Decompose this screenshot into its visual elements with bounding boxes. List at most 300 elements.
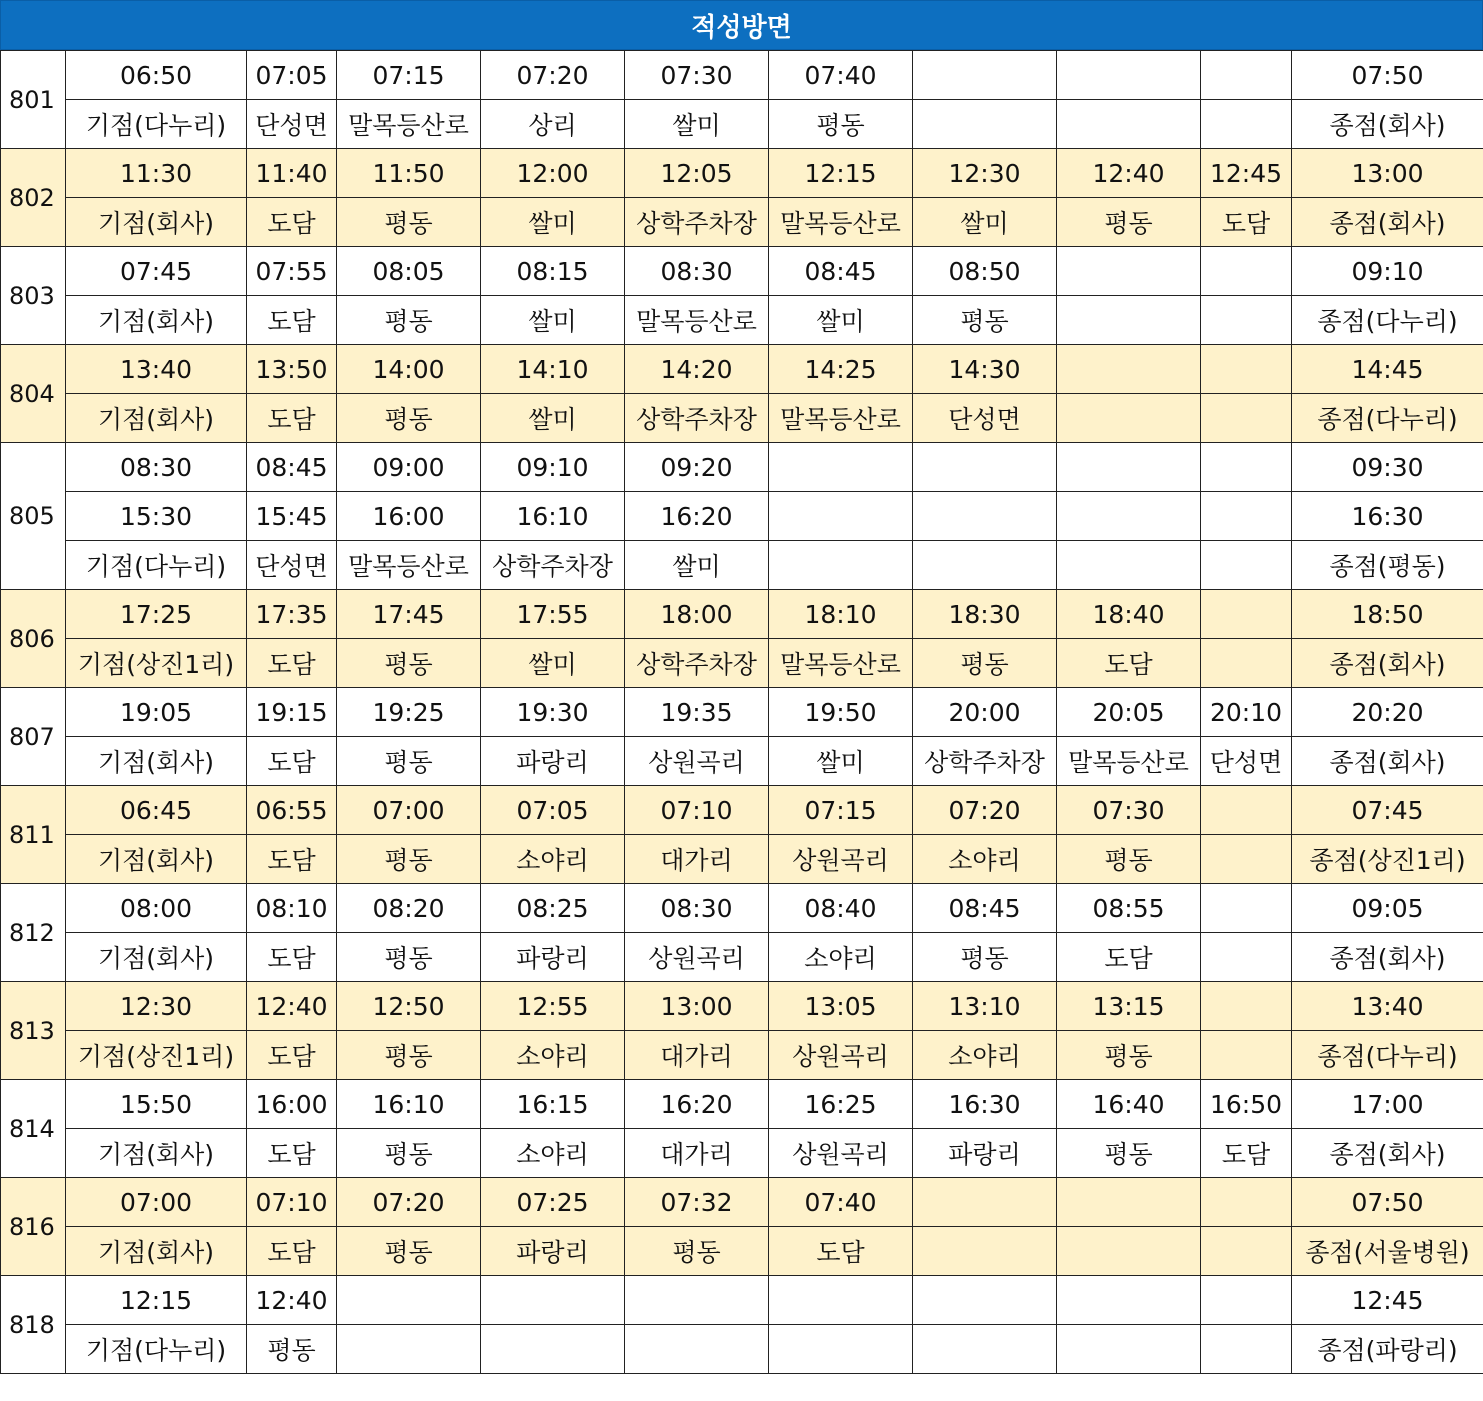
stop-cell: [1057, 394, 1201, 443]
time-cell: 08:20: [337, 884, 481, 933]
time-row: [1, 51, 1483, 100]
stop-cell: 평동: [337, 639, 481, 688]
stop-cell: 도담: [1057, 933, 1201, 982]
time-cell: 18:30: [913, 590, 1057, 639]
time-cell: 11:40: [247, 149, 337, 198]
stop-cell: 말목등산로: [769, 198, 913, 247]
stop-cell: 말목등산로: [337, 541, 481, 590]
stop-cell: [1057, 1325, 1201, 1374]
stop-cell: [1201, 1031, 1292, 1080]
time-cell: 12:50: [337, 982, 481, 1031]
time-row: [1, 247, 1483, 296]
time-row: [1, 1276, 1483, 1325]
route-number: 805: [1, 443, 66, 590]
stop-cell: 평동: [1057, 835, 1201, 884]
time-cell: 13:00: [1292, 149, 1483, 198]
time-cell: 17:00: [1292, 1080, 1483, 1129]
stop-cell: [1201, 835, 1292, 884]
time-cell: 14:30: [913, 345, 1057, 394]
time-cell: 14:00: [337, 345, 481, 394]
time-cell: 14:25: [769, 345, 913, 394]
stop-row: [1, 394, 1483, 443]
stop-cell: 평동: [337, 1129, 481, 1178]
stop-cell: 대가리: [625, 835, 769, 884]
stop-cell: 평동: [337, 835, 481, 884]
stop-cell: 상원곡리: [769, 1129, 913, 1178]
stop-cell: 파랑리: [481, 737, 625, 786]
time-cell: [1201, 443, 1292, 492]
stop-cell: 도담: [247, 1031, 337, 1080]
stop-cell: 말목등산로: [769, 394, 913, 443]
time-cell: 16:15: [481, 1080, 625, 1129]
time-cell: 16:10: [481, 492, 625, 541]
time-cell: 19:35: [625, 688, 769, 737]
time-cell: 12:40: [247, 982, 337, 1031]
stop-cell: [625, 1325, 769, 1374]
time-cell: 07:25: [481, 1178, 625, 1227]
stop-row: [1, 639, 1483, 688]
time-cell: 16:10: [337, 1080, 481, 1129]
stop-cell: 단성면: [913, 394, 1057, 443]
route-number: 814: [1, 1080, 66, 1178]
time-cell: 14:45: [1292, 345, 1483, 394]
time-cell: 12:15: [769, 149, 913, 198]
stop-cell: 소야리: [481, 1031, 625, 1080]
stop-row: [1, 1129, 1483, 1178]
time-cell: 07:50: [1292, 1178, 1483, 1227]
time-cell: [1201, 590, 1292, 639]
stop-cell: 도담: [247, 1227, 337, 1276]
stop-cell: 쌀미: [625, 100, 769, 149]
time-cell: 17:55: [481, 590, 625, 639]
route-number: 813: [1, 982, 66, 1080]
stop-cell: 평동: [337, 933, 481, 982]
time-cell: [1057, 345, 1201, 394]
time-cell: 13:00: [625, 982, 769, 1031]
route-number: 807: [1, 688, 66, 786]
time-cell: 18:00: [625, 590, 769, 639]
stop-cell: 도담: [247, 933, 337, 982]
stop-cell: 기점(회사): [66, 737, 247, 786]
stop-cell: 평동: [337, 1227, 481, 1276]
stop-cell: [1201, 541, 1292, 590]
time-row: [1, 345, 1483, 394]
time-cell: 08:15: [481, 247, 625, 296]
time-cell: [913, 492, 1057, 541]
stop-cell: 쌀미: [481, 198, 625, 247]
time-cell: 14:20: [625, 345, 769, 394]
time-cell: 20:10: [1201, 688, 1292, 737]
direction-header: 적성방면: [0, 0, 1483, 50]
stop-cell: 도담: [247, 296, 337, 345]
stop-cell: [1201, 296, 1292, 345]
stop-cell: 쌀미: [481, 394, 625, 443]
stop-cell: 대가리: [625, 1031, 769, 1080]
stop-row: [1, 1325, 1483, 1374]
timetable: [0, 50, 1483, 1374]
stop-cell: 말목등산로: [337, 100, 481, 149]
stop-cell: [1201, 100, 1292, 149]
stop-cell: 상학주차장: [913, 737, 1057, 786]
time-cell: 16:30: [913, 1080, 1057, 1129]
time-row: [1, 884, 1483, 933]
time-cell: 13:50: [247, 345, 337, 394]
stop-cell: 도담: [769, 1227, 913, 1276]
time-cell: 08:25: [481, 884, 625, 933]
time-cell: 06:55: [247, 786, 337, 835]
stop-cell: 소야리: [769, 933, 913, 982]
stop-cell: [1201, 394, 1292, 443]
time-cell: 12:45: [1292, 1276, 1483, 1325]
time-cell: 06:45: [66, 786, 247, 835]
time-cell: [1201, 982, 1292, 1031]
route-number: 802: [1, 149, 66, 247]
time-cell: 07:15: [337, 51, 481, 100]
stop-cell: 종점(다누리): [1292, 394, 1483, 443]
stop-cell: 도담: [247, 835, 337, 884]
stop-cell: 종점(회사): [1292, 198, 1483, 247]
stop-cell: 기점(회사): [66, 1129, 247, 1178]
stop-cell: 기점(다누리): [66, 541, 247, 590]
route-number: 811: [1, 786, 66, 884]
stop-cell: 쌀미: [625, 541, 769, 590]
stop-cell: [913, 1227, 1057, 1276]
stop-row: [1, 296, 1483, 345]
time-row: [1, 688, 1483, 737]
time-cell: [769, 492, 913, 541]
stop-cell: 말목등산로: [769, 639, 913, 688]
time-cell: 12:40: [1057, 149, 1201, 198]
stop-cell: 단성면: [1201, 737, 1292, 786]
time-cell: 20:20: [1292, 688, 1483, 737]
time-cell: 08:55: [1057, 884, 1201, 933]
stop-cell: 종점(평동): [1292, 541, 1483, 590]
time-cell: 07:00: [337, 786, 481, 835]
stop-cell: 종점(서울병원): [1292, 1227, 1483, 1276]
route-number: 804: [1, 345, 66, 443]
stop-cell: 단성면: [247, 100, 337, 149]
stop-cell: 평동: [913, 933, 1057, 982]
stop-cell: 파랑리: [481, 933, 625, 982]
stop-cell: 도담: [1201, 198, 1292, 247]
time-cell: 08:45: [247, 443, 337, 492]
stop-cell: 기점(회사): [66, 198, 247, 247]
time-cell: [1201, 51, 1292, 100]
time-cell: 11:50: [337, 149, 481, 198]
time-row: [1, 492, 1483, 541]
stop-cell: 종점(회사): [1292, 933, 1483, 982]
stop-cell: 파랑리: [913, 1129, 1057, 1178]
time-cell: 16:30: [1292, 492, 1483, 541]
time-cell: [769, 1276, 913, 1325]
time-cell: 07:00: [66, 1178, 247, 1227]
stop-row: [1, 100, 1483, 149]
stop-cell: 말목등산로: [1057, 737, 1201, 786]
time-cell: 08:05: [337, 247, 481, 296]
stop-cell: 상학주차장: [625, 394, 769, 443]
time-cell: 07:45: [66, 247, 247, 296]
stop-cell: 상리: [481, 100, 625, 149]
time-cell: 16:00: [337, 492, 481, 541]
route-number: 818: [1, 1276, 66, 1374]
stop-cell: 상원곡리: [625, 933, 769, 982]
stop-cell: 소야리: [481, 835, 625, 884]
stop-cell: 평동: [247, 1325, 337, 1374]
time-cell: 13:15: [1057, 982, 1201, 1031]
time-cell: 19:50: [769, 688, 913, 737]
time-cell: [1057, 51, 1201, 100]
stop-cell: 기점(회사): [66, 835, 247, 884]
stop-cell: 상학주차장: [625, 639, 769, 688]
time-cell: 12:40: [247, 1276, 337, 1325]
time-cell: 17:25: [66, 590, 247, 639]
route-number: 812: [1, 884, 66, 982]
stop-cell: 기점(상진1리): [66, 639, 247, 688]
stop-cell: [1057, 296, 1201, 345]
time-cell: [481, 1276, 625, 1325]
time-cell: 07:15: [769, 786, 913, 835]
stop-cell: [1057, 1227, 1201, 1276]
stop-cell: 도담: [247, 1129, 337, 1178]
stop-cell: 평동: [337, 737, 481, 786]
time-row: [1, 786, 1483, 835]
stop-cell: [769, 1325, 913, 1374]
time-cell: [1057, 492, 1201, 541]
stop-cell: 평동: [1057, 198, 1201, 247]
stop-cell: [481, 1325, 625, 1374]
stop-cell: 평동: [625, 1227, 769, 1276]
time-cell: 09:00: [337, 443, 481, 492]
time-cell: 12:05: [625, 149, 769, 198]
stop-cell: 평동: [913, 639, 1057, 688]
stop-cell: 쌀미: [769, 296, 913, 345]
time-cell: 07:32: [625, 1178, 769, 1227]
time-row: [1, 149, 1483, 198]
stop-cell: [1201, 1227, 1292, 1276]
time-cell: 19:05: [66, 688, 247, 737]
time-cell: 16:25: [769, 1080, 913, 1129]
stop-cell: [1201, 1325, 1292, 1374]
route-number: 803: [1, 247, 66, 345]
time-cell: 07:10: [625, 786, 769, 835]
time-cell: [625, 1276, 769, 1325]
stop-cell: 쌀미: [481, 296, 625, 345]
route-number: 806: [1, 590, 66, 688]
time-row: [1, 1080, 1483, 1129]
stop-row: [1, 1031, 1483, 1080]
stop-cell: 쌀미: [913, 198, 1057, 247]
stop-row: [1, 933, 1483, 982]
stop-cell: 기점(다누리): [66, 100, 247, 149]
time-cell: [913, 1178, 1057, 1227]
stop-cell: 종점(파랑리): [1292, 1325, 1483, 1374]
time-cell: 09:20: [625, 443, 769, 492]
time-cell: 12:55: [481, 982, 625, 1031]
time-cell: 08:40: [769, 884, 913, 933]
time-cell: 15:45: [247, 492, 337, 541]
stop-cell: [1201, 933, 1292, 982]
stop-cell: 상학주차장: [625, 198, 769, 247]
stop-row: [1, 737, 1483, 786]
stop-cell: 평동: [337, 296, 481, 345]
time-cell: [1201, 884, 1292, 933]
time-cell: 16:20: [625, 492, 769, 541]
time-cell: 07:40: [769, 51, 913, 100]
time-cell: 11:30: [66, 149, 247, 198]
time-cell: [1201, 1276, 1292, 1325]
time-cell: 17:35: [247, 590, 337, 639]
stop-cell: 기점(회사): [66, 394, 247, 443]
time-cell: 18:50: [1292, 590, 1483, 639]
time-cell: 07:05: [247, 51, 337, 100]
time-cell: 07:20: [481, 51, 625, 100]
time-cell: [1201, 492, 1292, 541]
time-cell: 07:40: [769, 1178, 913, 1227]
time-cell: [337, 1276, 481, 1325]
time-cell: 20:00: [913, 688, 1057, 737]
time-cell: 18:40: [1057, 590, 1201, 639]
time-cell: 09:10: [481, 443, 625, 492]
stop-cell: [913, 100, 1057, 149]
time-cell: 12:00: [481, 149, 625, 198]
time-row: [1, 443, 1483, 492]
time-cell: [1057, 443, 1201, 492]
stop-cell: 도담: [247, 737, 337, 786]
stop-cell: 쌀미: [769, 737, 913, 786]
stop-cell: 도담: [247, 394, 337, 443]
stop-row: [1, 541, 1483, 590]
time-cell: [913, 443, 1057, 492]
stop-cell: [337, 1325, 481, 1374]
stop-cell: 상원곡리: [769, 1031, 913, 1080]
time-cell: 08:30: [66, 443, 247, 492]
time-cell: 19:15: [247, 688, 337, 737]
time-cell: 12:30: [66, 982, 247, 1031]
time-cell: [1201, 786, 1292, 835]
stop-cell: 파랑리: [481, 1227, 625, 1276]
time-cell: 16:20: [625, 1080, 769, 1129]
time-cell: [1201, 247, 1292, 296]
stop-cell: 소야리: [913, 835, 1057, 884]
time-cell: 16:00: [247, 1080, 337, 1129]
stop-cell: 종점(회사): [1292, 639, 1483, 688]
time-cell: 07:05: [481, 786, 625, 835]
time-cell: [1057, 1276, 1201, 1325]
stop-cell: [913, 541, 1057, 590]
stop-cell: 평동: [913, 296, 1057, 345]
route-number: 801: [1, 51, 66, 149]
time-cell: 17:45: [337, 590, 481, 639]
time-cell: 15:30: [66, 492, 247, 541]
time-cell: 07:30: [1057, 786, 1201, 835]
time-cell: [769, 443, 913, 492]
time-cell: 13:05: [769, 982, 913, 1031]
time-cell: [1201, 1178, 1292, 1227]
time-cell: 07:30: [625, 51, 769, 100]
time-cell: 08:45: [913, 884, 1057, 933]
stop-cell: 도담: [1201, 1129, 1292, 1178]
stop-cell: 말목등산로: [625, 296, 769, 345]
time-cell: 14:10: [481, 345, 625, 394]
time-cell: 08:30: [625, 884, 769, 933]
stop-cell: 평동: [1057, 1031, 1201, 1080]
time-cell: [1057, 247, 1201, 296]
time-row: [1, 982, 1483, 1031]
stop-cell: 종점(다누리): [1292, 296, 1483, 345]
stop-cell: 종점(다누리): [1292, 1031, 1483, 1080]
stop-cell: 기점(회사): [66, 933, 247, 982]
stop-cell: 상원곡리: [625, 737, 769, 786]
stop-cell: 도담: [247, 198, 337, 247]
stop-cell: [1057, 100, 1201, 149]
stop-cell: 기점(다누리): [66, 1325, 247, 1374]
time-cell: [1201, 345, 1292, 394]
time-cell: 07:55: [247, 247, 337, 296]
time-cell: 19:30: [481, 688, 625, 737]
stop-cell: 소야리: [913, 1031, 1057, 1080]
time-cell: 16:40: [1057, 1080, 1201, 1129]
time-cell: 08:45: [769, 247, 913, 296]
route-number: 816: [1, 1178, 66, 1276]
time-cell: 12:15: [66, 1276, 247, 1325]
stop-cell: 종점(회사): [1292, 1129, 1483, 1178]
time-cell: 15:50: [66, 1080, 247, 1129]
time-cell: 13:40: [66, 345, 247, 394]
time-cell: 08:00: [66, 884, 247, 933]
stop-cell: [1201, 639, 1292, 688]
time-cell: 12:30: [913, 149, 1057, 198]
time-cell: 13:10: [913, 982, 1057, 1031]
stop-cell: 대가리: [625, 1129, 769, 1178]
time-cell: 06:50: [66, 51, 247, 100]
time-row: [1, 1178, 1483, 1227]
stop-cell: 평동: [337, 1031, 481, 1080]
time-cell: [1057, 1178, 1201, 1227]
time-cell: [913, 1276, 1057, 1325]
stop-cell: 소야리: [481, 1129, 625, 1178]
stop-cell: 종점(회사): [1292, 100, 1483, 149]
time-cell: 08:30: [625, 247, 769, 296]
stop-row: [1, 835, 1483, 884]
stop-row: [1, 198, 1483, 247]
time-cell: 08:10: [247, 884, 337, 933]
stop-cell: 도담: [247, 639, 337, 688]
time-row: [1, 590, 1483, 639]
time-cell: 12:45: [1201, 149, 1292, 198]
stop-cell: [913, 1325, 1057, 1374]
stop-cell: [769, 541, 913, 590]
stop-cell: [1057, 541, 1201, 590]
stop-cell: 종점(회사): [1292, 737, 1483, 786]
stop-cell: 기점(회사): [66, 296, 247, 345]
stop-cell: 단성면: [247, 541, 337, 590]
time-cell: 08:50: [913, 247, 1057, 296]
time-cell: 07:20: [913, 786, 1057, 835]
time-cell: 09:30: [1292, 443, 1483, 492]
time-cell: 07:10: [247, 1178, 337, 1227]
stop-cell: 상원곡리: [769, 835, 913, 884]
stop-cell: 평동: [1057, 1129, 1201, 1178]
time-cell: 09:10: [1292, 247, 1483, 296]
stop-cell: 도담: [1057, 639, 1201, 688]
stop-cell: 평동: [337, 198, 481, 247]
stop-cell: 기점(회사): [66, 1227, 247, 1276]
time-cell: 16:50: [1201, 1080, 1292, 1129]
stop-cell: 기점(상진1리): [66, 1031, 247, 1080]
time-cell: 07:50: [1292, 51, 1483, 100]
stop-cell: 상학주차장: [481, 541, 625, 590]
time-cell: 13:40: [1292, 982, 1483, 1031]
